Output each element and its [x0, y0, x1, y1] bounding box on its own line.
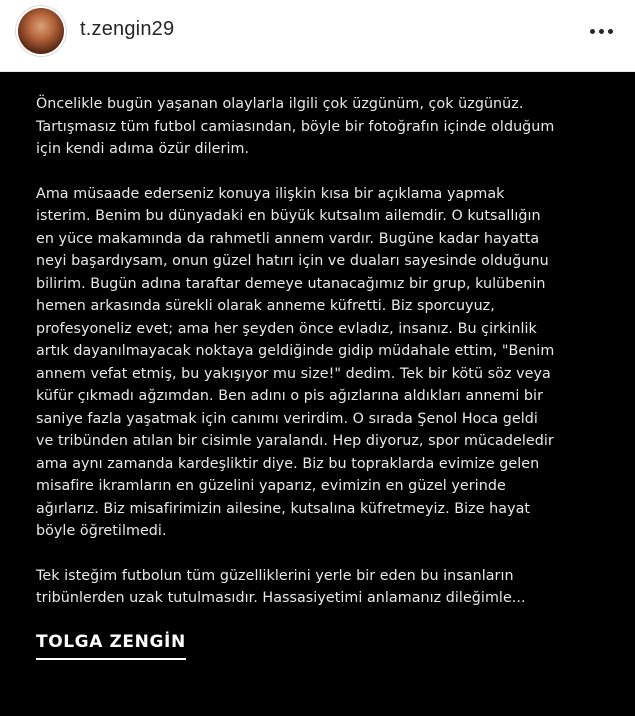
statement-text	[36, 93, 596, 632]
dot-icon	[608, 29, 613, 34]
dot-icon	[599, 29, 604, 34]
statement-paragraph-2: Ama müsaade ederseniz konuya ilişkin kısa bir açıklama yapmak isterim. Benim bu dünyadaki en büyük kutsalım ailemdir. O kutsallığın en yüce makamında da rahmetli annem vardır. Bugüne kadar hayatta neyi başardıysam, onun güzel hatırı için ve duaları sayesinde olduğunu bilirim. Bugün adına taraftar demeye utanacağımız bir grup, kulübenin hemen arkasında sürekli olarak anneme küfretti. Biz sporcuyuz, profesyoneliz evet; ama her şeyden önce evladız, insanız. Bu çirkinlik artık dayanılmayacak noktaya geldiğinde gidip müdahale ettim, "Benim annem vefat etmiş, bu yakışıyor mu size!" dedim. Tek bir kötü söz veya küfür çıkmadı ağzımdan. Ben adını o pis ağızlarına aldıkları annemi bir saniye fazla yaşatmak için canımı verirdim. O sırada Şenol Hoca geldi ve tribünden atılan bir cisimle yaralandı. Hep diyoruz, spor mücadeledir ama aynı zamanda kardeşliktir diye. Biz bu topraklarda evimize gelen misafire ikramların en güzelini yaparız, evimizin en güzel yerinde ağırlarız. Biz misafirimizin ailesine, kutsalına küfretmeyiz. Bize hayat böyle öğretilmedi.	[36, 185, 555, 539]
post-image	[0, 72, 635, 716]
more-options-icon[interactable]	[590, 29, 613, 34]
signature: TOLGA ZENGİN	[36, 632, 186, 660]
profile-avatar[interactable]	[18, 8, 64, 54]
statement-paragraph-1: Öncelikle bugün yaşanan olaylarla ilgili çok üzgünüm, çok üzgünüz. Tartışmasız tüm futbol camiasından, böyle bir fotoğrafın içinde olduğum için kendi adıma özür dilerim.	[36, 96, 555, 157]
dot-icon	[590, 29, 595, 34]
username-link[interactable]: t.zengin29	[80, 18, 175, 40]
statement-paragraph-3: Tek isteğim futbolun tüm güzelliklerini yerle bir eden bu insanların tribünlerden uzak tutulmasıdır. Hassasiyetimi anlamanız dileğimle...	[36, 567, 526, 606]
post-header	[0, 0, 635, 72]
